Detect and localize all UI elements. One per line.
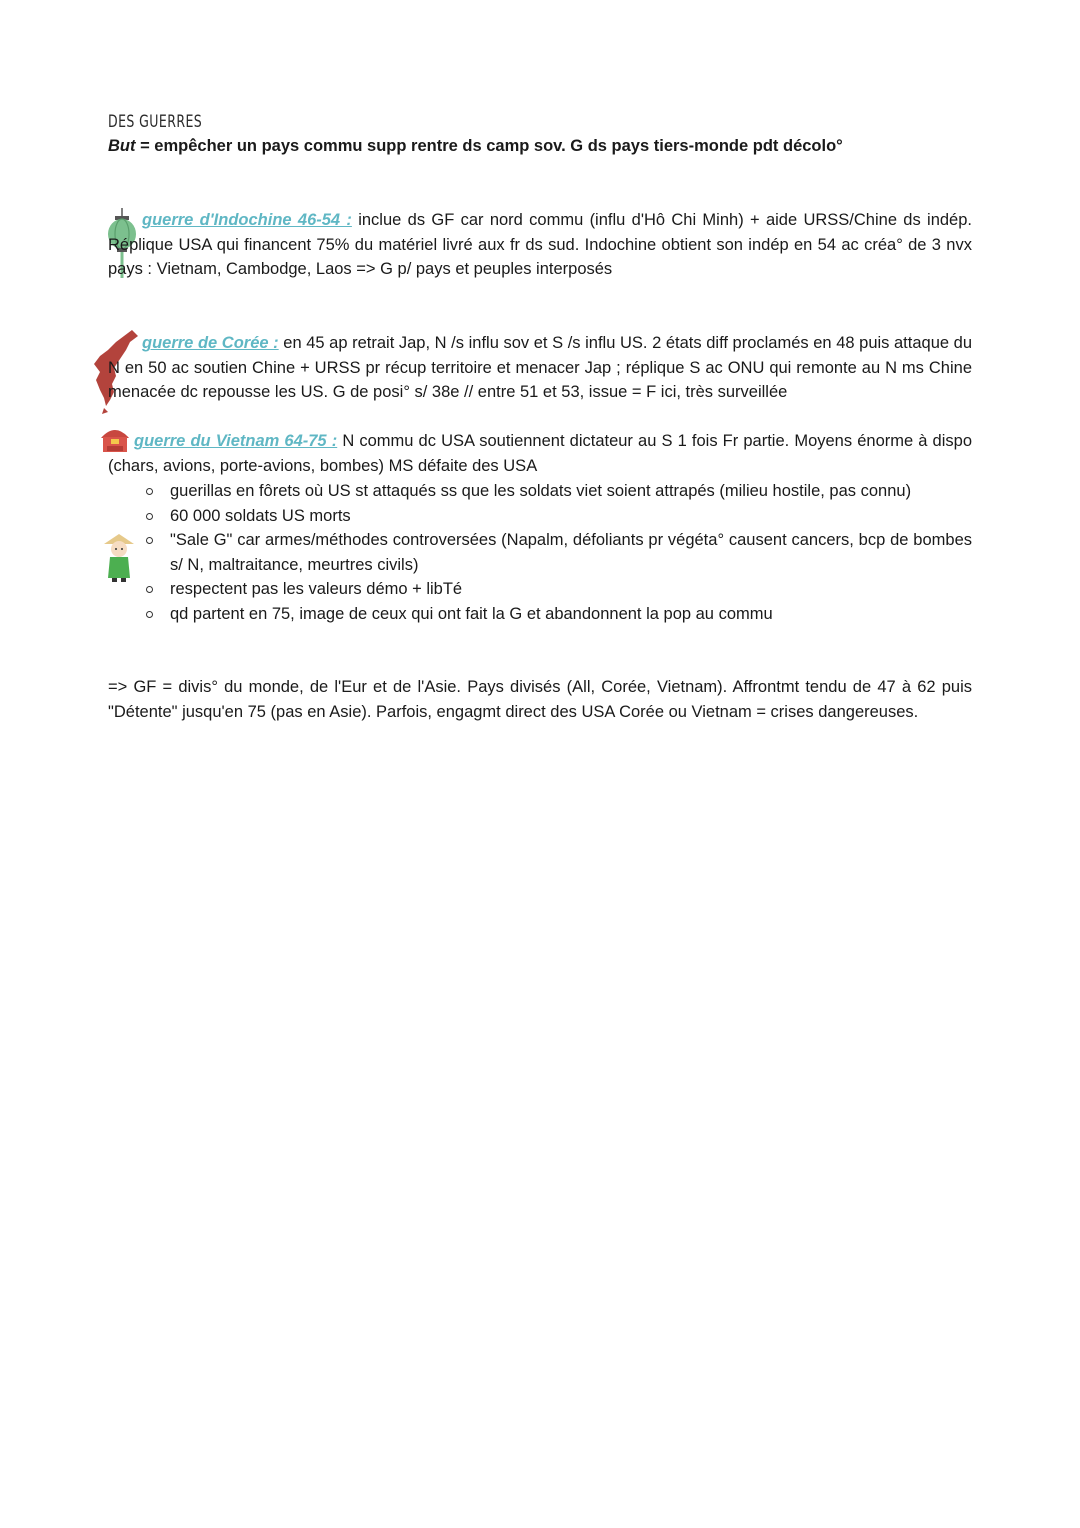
person-in-hat-icon (100, 532, 138, 590)
link-coree[interactable]: guerre de Corée : (142, 334, 279, 352)
goal-label: But (108, 137, 136, 155)
page-title: DES GUERRES (108, 112, 203, 132)
vietnam-bullet-list (140, 479, 972, 626)
list-item: qd partent en 75, image de ceux qui ont fait la G et abandonnent la pop au commu (140, 602, 972, 627)
link-indochine[interactable]: guerre d'Indochine 46-54 : (142, 211, 352, 229)
section-indochine (108, 208, 972, 282)
goal-text: = empêcher un pays commu supp rentre ds camp sov. G ds pays tiers-monde pdt décolo° (135, 137, 843, 155)
text-indochine: inclue ds GF car nord commu (influ d'Hô Chi Minh) + aide URSS/Chine ds indép. Réplique USA qui financent 75% du matériel livré aux fr ds sud. Indochine obtient son indép en 54 ac créa° de 3 nvx pays : Vietnam, Cambodge, Laos => G p/ pays et peuples interposés (108, 211, 972, 278)
conclusion-paragraph: => GF = divis° du monde, de l'Eur et de l'Asie. Pays divisés (All, Corée, Vietnam). Affrontmt tendu de 47 à 62 puis "Détente" jusqu'en 75 (pas en Asie). Parfois, engagmt direct des USA Corée ou Vietnam = crises dangereuses. (108, 678, 972, 721)
link-vietnam[interactable]: guerre du Vietnam 64-75 : (134, 432, 338, 450)
text-vietnam: N commu dc USA soutiennent dictateur au S 1 fois Fr partie. Moyens énorme à dispo (chars, avions, porte-avions, bombes) MS défaite des USA (108, 432, 972, 475)
section-coree (108, 331, 972, 405)
list-item: guerillas en fôrets où US st attaqués ss que les soldats viet soient attrapés (milieu hostile, pas connu) (140, 479, 972, 504)
text-coree: en 45 ap retrait Jap, N /s influ sov et S /s influ US. 2 états diff proclamés en 48 puis attaque du N en 50 ac soutien Chine + URSS pr récup territoire et menacer Jap ; réplique S ac ONU qui remonte au N ms Chine menacée dc repousse les US. G de posi° s/ 38e // entre 51 et 53, issue = F ici, très surveillée (108, 334, 973, 401)
goal-line (108, 137, 978, 156)
list-item: respectent pas les valeurs démo + libTé (140, 577, 972, 602)
list-item: 60 000 soldats US morts (140, 504, 972, 529)
section-vietnam (108, 429, 972, 478)
list-item: "Sale G" car armes/méthodes controversées (Napalm, défoliants pr végéta° causent cancers, bcp de bombes s/ N, maltraitance, meurtres civils) (140, 528, 972, 577)
